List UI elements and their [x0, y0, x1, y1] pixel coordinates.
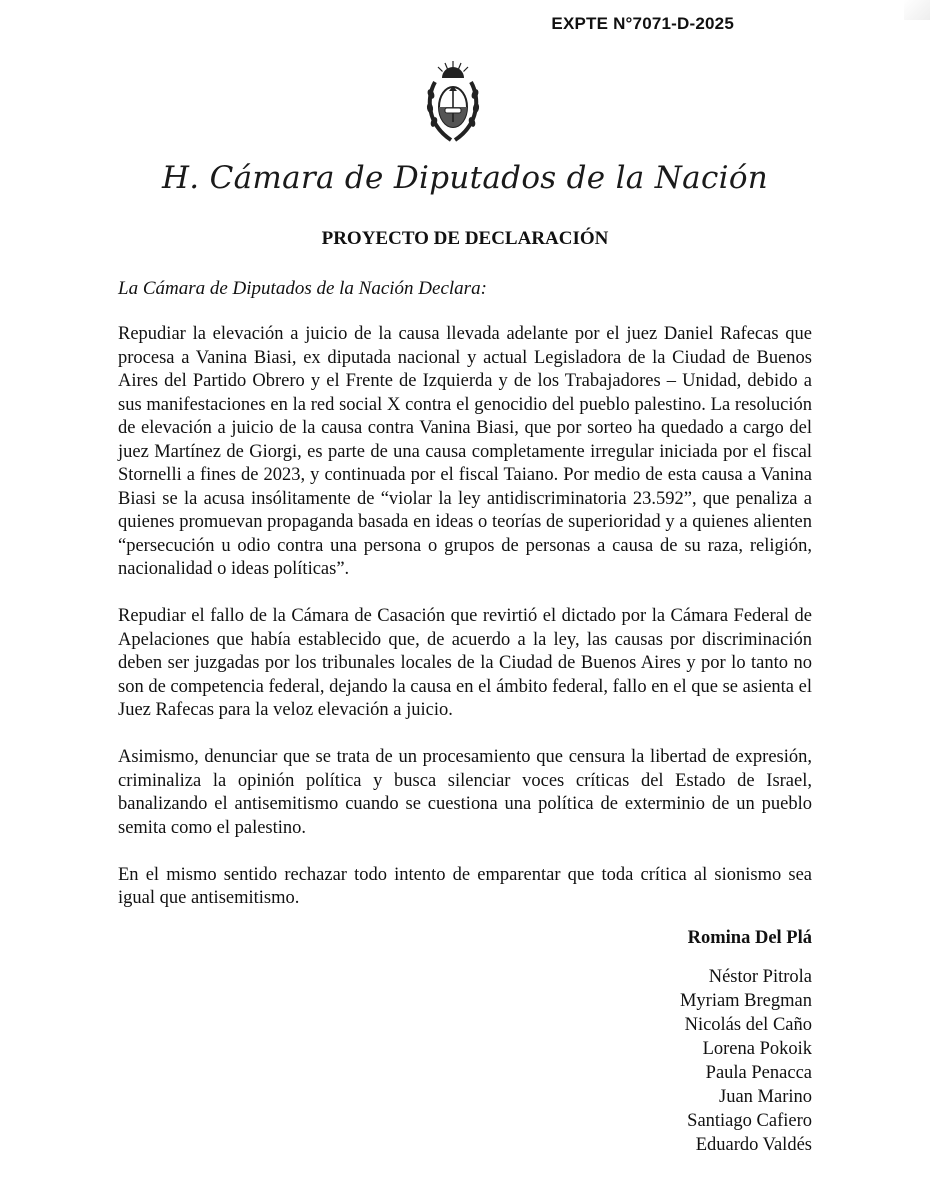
- co-signer: Paula Penacca: [705, 1063, 812, 1083]
- paragraph: En el mismo sentido rechazar todo intento de emparentar que toda crítica al sionismo sea igual que antisemitismo.: [118, 864, 812, 908]
- page-corner: [904, 0, 930, 20]
- co-signer: Juan Marino: [719, 1087, 812, 1107]
- paragraph: Repudiar la elevación a juicio de la causa llevada adelante por el juez Daniel Rafecas que procesa a Vanina Biasi, ex diputada nacional y actual Legisladora de la Ciudad de Buenos Aires del Partido Obrero y el Frente de Izquierda y de los Trabajadores – Unidad, debido a sus manifestaciones en la red social X contra el genocidio del pueblo palestino. La resolución de elevación a juicio de la causa contra Vanina Biasi, que por sorteo ha quedado a cargo del juez Martínez de Giorgi, es parte de una causa completamente irregular iniciada por el fiscal Stornelli a fines de 2023, y continuada por el fiscal Taiano. Por medio de esta causa a Vanina Biasi se la acusa insólitamente de “violar la ley antidiscriminatoria 23.592”, que penaliza a quienes promuevan propaganda basada en ideas o teorías de superioridad y a quienes alienten “persecución u odio contra una persona o grupos de personas a causa de su raza, religión, nacionalidad o ideas políticas”.: [118, 324, 812, 579]
- co-signer: Myriam Bregman: [679, 991, 812, 1011]
- co-signer: Eduardo Valdés: [695, 1135, 812, 1155]
- first-signer: Romina Del Plá: [687, 928, 812, 948]
- institution-name: H. Cámara de Diputados de la Nación: [161, 160, 769, 196]
- co-signer: Lorena Pokoik: [702, 1039, 812, 1059]
- co-signer: Néstor Pitrola: [708, 967, 812, 987]
- paragraph: Asimismo, denunciar que se trata de un procesamiento que censura la libertad de expresión, criminaliza la opinión política y busca silenciar voces críticas del Estado de Israel, banalizando el antisemitismo cuando se cuestiona una política de exterminio de un pueblo semita como el palestino.: [118, 747, 812, 838]
- paragraph: Repudiar el fallo de la Cámara de Casación que revirtió el dictado por la Cámara Federal de Apelaciones que había establecido que, de acuerdo a la ley, las causas por discriminación deben ser juzgadas por los tribunales locales de la Ciudad de Buenos Aires y por lo tanto no son de competencia federal, dejando la causa en el ámbito federal, fallo en el que se asienta el Juez Rafecas para la veloz elevación a juicio.: [118, 606, 812, 720]
- expediente-number: EXPTE N°7071-D-2025: [551, 14, 734, 33]
- coat-of-arms-icon: [425, 60, 481, 144]
- co-signer: Nicolás del Caño: [684, 1015, 812, 1035]
- declaration-body: [118, 323, 812, 934]
- signatures: [412, 928, 812, 1157]
- declaration-intro: La Cámara de Diputados de la Nación Declara:: [118, 278, 487, 299]
- document-title: PROYECTO DE DECLARACIÓN: [321, 228, 609, 249]
- co-signer: Santiago Cafiero: [687, 1111, 812, 1131]
